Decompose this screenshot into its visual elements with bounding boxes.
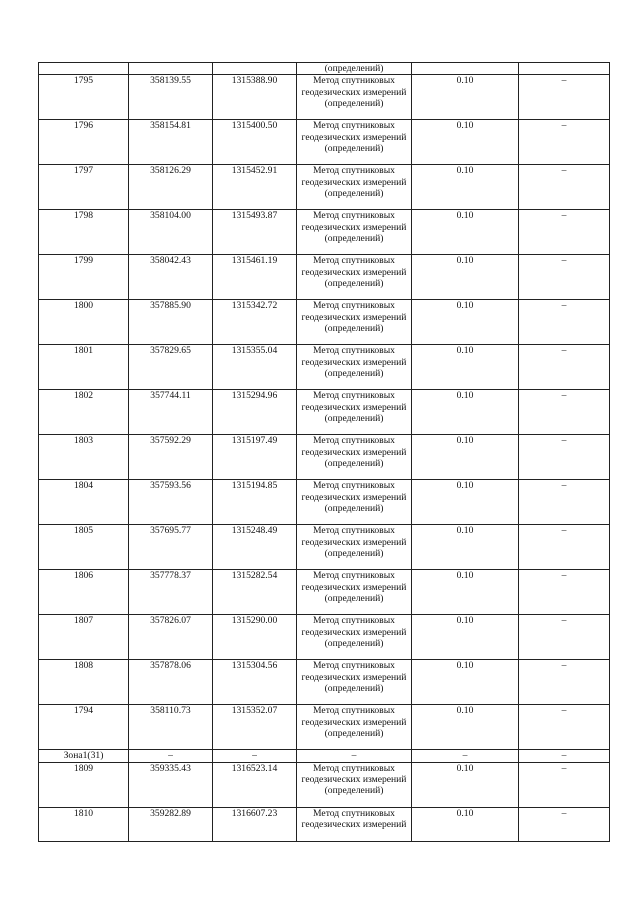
cell-accuracy bbox=[412, 63, 519, 75]
cell-accuracy: 0.10 bbox=[412, 660, 519, 705]
cell-method: Метод спутниковых геодезических измерений (определений) bbox=[297, 390, 412, 435]
cell-y: 1315388.90 bbox=[213, 75, 297, 120]
cell-point: 1804 bbox=[39, 480, 129, 525]
cell-x: 357829.65 bbox=[129, 345, 213, 390]
cell-method: Метод спутниковых геодезических измерений (определений) bbox=[297, 75, 412, 120]
cell-y: 1315197.49 bbox=[213, 435, 297, 480]
cell-accuracy: 0.10 bbox=[412, 435, 519, 480]
table-row bbox=[39, 435, 610, 480]
cell-accuracy: 0.10 bbox=[412, 480, 519, 525]
cell-method: Метод спутниковых геодезических измерений (определений) bbox=[297, 615, 412, 660]
cell-y: 1315290.00 bbox=[213, 615, 297, 660]
cell-method: Метод спутниковых геодезических измерений (определений) bbox=[297, 120, 412, 165]
cell-note: – bbox=[519, 705, 610, 750]
cell-point: 1807 bbox=[39, 615, 129, 660]
cell-x: 357778.37 bbox=[129, 570, 213, 615]
cell-x: 359282.89 bbox=[129, 807, 213, 841]
cell-point bbox=[39, 63, 129, 75]
cell-point: 1805 bbox=[39, 525, 129, 570]
cell-point: 1808 bbox=[39, 660, 129, 705]
cell-accuracy: 0.10 bbox=[412, 345, 519, 390]
cell-point: 1803 bbox=[39, 435, 129, 480]
cell-y: 1315355.04 bbox=[213, 345, 297, 390]
cell-y: 1315352.07 bbox=[213, 705, 297, 750]
cell-x: 357826.07 bbox=[129, 615, 213, 660]
continuation-row bbox=[39, 63, 610, 75]
cell-point: 1798 bbox=[39, 210, 129, 255]
table-row bbox=[39, 807, 610, 841]
cell-note: – bbox=[519, 210, 610, 255]
cell-accuracy: 0.10 bbox=[412, 210, 519, 255]
table-row bbox=[39, 762, 610, 807]
coordinates-table-body bbox=[39, 63, 610, 842]
cell-x: 358154.81 bbox=[129, 120, 213, 165]
cell-accuracy: 0.10 bbox=[412, 165, 519, 210]
cell-point: 1800 bbox=[39, 300, 129, 345]
zone-label: Зона1(31) bbox=[39, 750, 129, 762]
cell-y: 1316523.14 bbox=[213, 762, 297, 807]
cell-note: – bbox=[519, 165, 610, 210]
cell-x: 357885.90 bbox=[129, 300, 213, 345]
table-row bbox=[39, 570, 610, 615]
cell-x: 359335.43 bbox=[129, 762, 213, 807]
coordinates-table bbox=[38, 62, 610, 842]
cell-x: 358110.73 bbox=[129, 705, 213, 750]
cell-point: 1809 bbox=[39, 762, 129, 807]
cell-y bbox=[213, 63, 297, 75]
cell-y: 1315342.72 bbox=[213, 300, 297, 345]
cell-method: Метод спутниковых геодезических измерений (определений) bbox=[297, 255, 412, 300]
cell-note: – bbox=[519, 480, 610, 525]
cell-point: 1802 bbox=[39, 390, 129, 435]
cell-point: 1794 bbox=[39, 705, 129, 750]
cell-y: 1315194.85 bbox=[213, 480, 297, 525]
cell-note: – bbox=[519, 255, 610, 300]
table-row bbox=[39, 75, 610, 120]
cell-note: – bbox=[519, 525, 610, 570]
cell-note: – bbox=[519, 345, 610, 390]
cell-x: 358126.29 bbox=[129, 165, 213, 210]
cell-note: – bbox=[519, 762, 610, 807]
cell-point: 1801 bbox=[39, 345, 129, 390]
cell-note: – bbox=[519, 120, 610, 165]
cell-y: – bbox=[213, 750, 297, 762]
cell-accuracy: 0.10 bbox=[412, 390, 519, 435]
cell-x: 358042.43 bbox=[129, 255, 213, 300]
cell-point: 1810 bbox=[39, 807, 129, 841]
cell-accuracy: 0.10 bbox=[412, 120, 519, 165]
cell-method: Метод спутниковых геодезических измерений (определений) bbox=[297, 210, 412, 255]
cell-method: Метод спутниковых геодезических измерений (определений) bbox=[297, 300, 412, 345]
cell-x: 357878.06 bbox=[129, 660, 213, 705]
table-row bbox=[39, 255, 610, 300]
table-row bbox=[39, 660, 610, 705]
cell-accuracy: 0.10 bbox=[412, 525, 519, 570]
cell-method: (определений) bbox=[297, 63, 412, 75]
cell-note: – bbox=[519, 435, 610, 480]
cell-x: 357695.77 bbox=[129, 525, 213, 570]
cell-y: 1315452.91 bbox=[213, 165, 297, 210]
cell-note: – bbox=[519, 807, 610, 841]
cell-y: 1315400.50 bbox=[213, 120, 297, 165]
cell-y: 1315461.19 bbox=[213, 255, 297, 300]
cell-y: 1315248.49 bbox=[213, 525, 297, 570]
table-row bbox=[39, 300, 610, 345]
cell-method: Метод спутниковых геодезических измерений (определений) bbox=[297, 525, 412, 570]
table-row bbox=[39, 165, 610, 210]
table-row bbox=[39, 615, 610, 660]
cell-method: Метод спутниковых геодезических измерений (определений) bbox=[297, 345, 412, 390]
table-row bbox=[39, 525, 610, 570]
zone-row bbox=[39, 750, 610, 762]
cell-accuracy: 0.10 bbox=[412, 300, 519, 345]
cell-x: 358104.00 bbox=[129, 210, 213, 255]
cell-accuracy: 0.10 bbox=[412, 75, 519, 120]
cell-method: Метод спутниковых геодезических измерений (определений) bbox=[297, 660, 412, 705]
cell-note: – bbox=[519, 390, 610, 435]
cell-method: Метод спутниковых геодезических измерений (определений) bbox=[297, 435, 412, 480]
cell-method: – bbox=[297, 750, 412, 762]
cell-accuracy: 0.10 bbox=[412, 762, 519, 807]
cell-point: 1796 bbox=[39, 120, 129, 165]
cell-y: 1315282.54 bbox=[213, 570, 297, 615]
cell-method: Метод спутниковых геодезических измерений (определений) bbox=[297, 165, 412, 210]
cell-accuracy: 0.10 bbox=[412, 255, 519, 300]
table-row bbox=[39, 480, 610, 525]
cell-point: 1797 bbox=[39, 165, 129, 210]
cell-method: Метод спутниковых геодезических измерений (определений) bbox=[297, 705, 412, 750]
cell-x: – bbox=[129, 750, 213, 762]
cell-x: 357593.56 bbox=[129, 480, 213, 525]
table-row bbox=[39, 705, 610, 750]
cell-note bbox=[519, 63, 610, 75]
cell-note: – bbox=[519, 660, 610, 705]
cell-method: Метод спутниковых геодезических измерений bbox=[297, 807, 412, 841]
cell-note: – bbox=[519, 750, 610, 762]
table-row bbox=[39, 345, 610, 390]
cell-y: 1315493.87 bbox=[213, 210, 297, 255]
table-row bbox=[39, 390, 610, 435]
cell-x: 358139.55 bbox=[129, 75, 213, 120]
cell-accuracy: 0.10 bbox=[412, 807, 519, 841]
cell-method: Метод спутниковых геодезических измерений (определений) bbox=[297, 762, 412, 807]
cell-x: 357744.11 bbox=[129, 390, 213, 435]
cell-point: 1799 bbox=[39, 255, 129, 300]
cell-accuracy: 0.10 bbox=[412, 615, 519, 660]
cell-x bbox=[129, 63, 213, 75]
cell-note: – bbox=[519, 300, 610, 345]
cell-y: 1315304.56 bbox=[213, 660, 297, 705]
table-row bbox=[39, 210, 610, 255]
cell-accuracy: 0.10 bbox=[412, 705, 519, 750]
cell-method: Метод спутниковых геодезических измерений (определений) bbox=[297, 480, 412, 525]
cell-x: 357592.29 bbox=[129, 435, 213, 480]
cell-note: – bbox=[519, 75, 610, 120]
cell-accuracy: 0.10 bbox=[412, 570, 519, 615]
cell-y: 1316607.23 bbox=[213, 807, 297, 841]
cell-note: – bbox=[519, 615, 610, 660]
table-row bbox=[39, 120, 610, 165]
cell-note: – bbox=[519, 570, 610, 615]
cell-method: Метод спутниковых геодезических измерений (определений) bbox=[297, 570, 412, 615]
cell-point: 1795 bbox=[39, 75, 129, 120]
cell-accuracy: – bbox=[412, 750, 519, 762]
cell-y: 1315294.96 bbox=[213, 390, 297, 435]
cell-point: 1806 bbox=[39, 570, 129, 615]
